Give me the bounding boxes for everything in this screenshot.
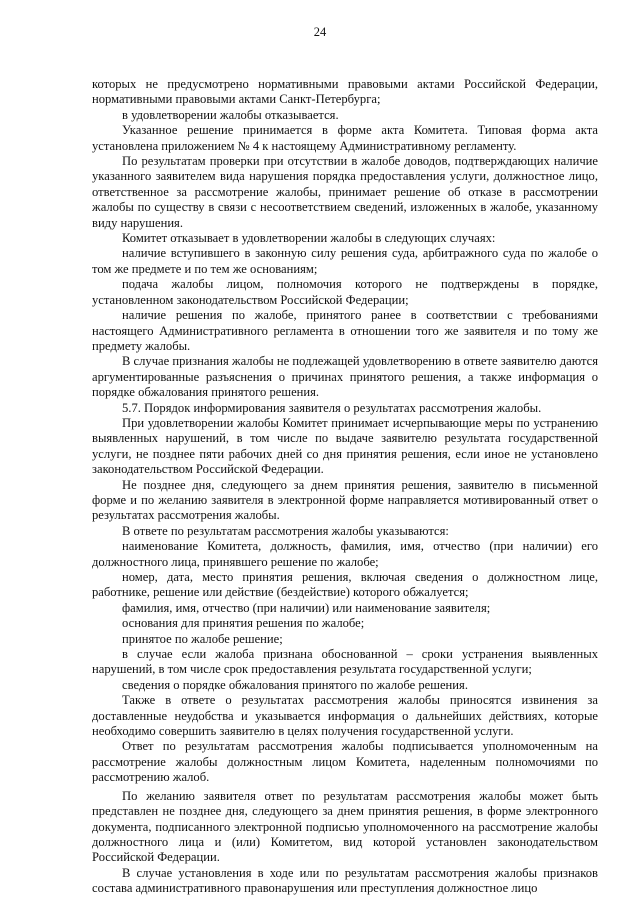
paragraph: По желанию заявителя ответ по результатам рассмотрения жалобы может быть представлен не позднее дня, следующего за днем принятия решения, в форме электронного документа, подписанного электронной подписью уполномоченного на рассмотрение жалобы должностного лица и (или) Комитетом, вид которой установлен законодательством Российской Федерации. (92, 788, 598, 865)
paragraph: Указанное решение принимается в форме акта Комитета. Типовая форма акта установлена приложением № 4 к настоящему Административному регламенту. (92, 123, 598, 153)
paragraph: Также в ответе о результатах рассмотрения жалобы приносятся извинения за доставленные неудобства и указывается информация о дальнейших действиях, которые необходимо совершить заявителю в целях получения государственной услуги. (92, 693, 598, 739)
list-item: фамилия, имя, отчество (при наличии) или наименование заявителя; (122, 600, 491, 615)
document-body (92, 77, 598, 897)
paragraph: По результатам проверки при отсутствии в жалобе доводов, подтверждающих наличие указанного заявителем вида нарушения порядка предоставления услуги, должностное лицо, ответственное за рассмотрение жалобы, принимает решение об отказе в рассмотрении жалобы по существу в связи с несоответствием сведений, изложенных в жалобе, указанному виду нарушения. (92, 154, 598, 230)
paragraph: В случае признания жалобы не подлежащей удовлетворению в ответе заявителю даются аргументированные разъяснения о причинах принятого решения, а также информация о порядке обжалования принятого решения. (92, 354, 598, 400)
paragraph: Ответ по результатам рассмотрения жалобы подписывается уполномоченным на рассмотрение жалобы должностным лицом Комитета, наделенным полномочиями по рассмотрению жалоб. (92, 739, 598, 785)
paragraph: наличие вступившего в законную силу решения суда, арбитражного суда по жалобе о том же предмете и по тем же основаниям; (92, 246, 598, 276)
paragraph: Не позднее дня, следующего за днем принятия решения, заявителю в письменной форме и по желанию заявителя в электронной форме направляется мотивированный ответ о результатах рассмотрения жалобы. (92, 477, 598, 523)
paragraph: подача жалобы лицом, полномочия которого не подтверждены в порядке, установленном законодательством Российской Федерации; (92, 277, 598, 307)
list-item: принятое по жалобе решение; (122, 631, 283, 646)
list-item: наименование Комитета, должность, фамилия, имя, отчество (при наличии) его должностного лица, принявшего решение по жалобе; (92, 539, 598, 569)
paragraph: наличие решения по жалобе, принятого ранее в соответствии с требованиями настоящего Административного регламента в отношении того же заявителя и по тому же предмету жалобы. (92, 308, 598, 353)
list-item: основания для принятия решения по жалобе; (122, 616, 365, 631)
paragraph: В случае установления в ходе или по результатам рассмотрения жалобы признаков состава административного правонарушения или преступления должностное лицо (92, 865, 598, 896)
page-number: 24 (313, 25, 327, 39)
list-item: номер, дата, место принятия решения, включая сведения о должностном лице, работнике, решение или действие (бездействие) которого обжалуется; (92, 570, 598, 600)
paragraph: Комитет отказывает в удовлетворении жалобы в следующих случаях: (122, 231, 496, 246)
section-heading: 5.7. Порядок информирования заявителя о результатах рассмотрения жалобы. (122, 400, 542, 415)
paragraph: При удовлетворении жалобы Комитет принимает исчерпывающие меры по устранению выявленных нарушений, в том числе по выдаче заявителю результата государственной услуги, не позднее пяти рабочих дней со дня принятия решения, если иное не установлено законодательством Российской Федерации. (92, 415, 598, 477)
paragraph: которых не предусмотрено нормативными правовыми актами Российской Федерации, нормативными правовыми актами Санкт-Петербурга; (92, 77, 598, 107)
list-item: сведения о порядке обжалования принятого по жалобе решения. (122, 677, 468, 692)
list-item: в случае если жалоба признана обоснованной – сроки устранения выявленных нарушений, в том числе срок предоставления результата государственной услуги; (92, 647, 598, 677)
paragraph: в удовлетворении жалобы отказывается. (122, 107, 339, 122)
paragraph: В ответе по результатам рассмотрения жалобы указываются: (122, 523, 449, 538)
